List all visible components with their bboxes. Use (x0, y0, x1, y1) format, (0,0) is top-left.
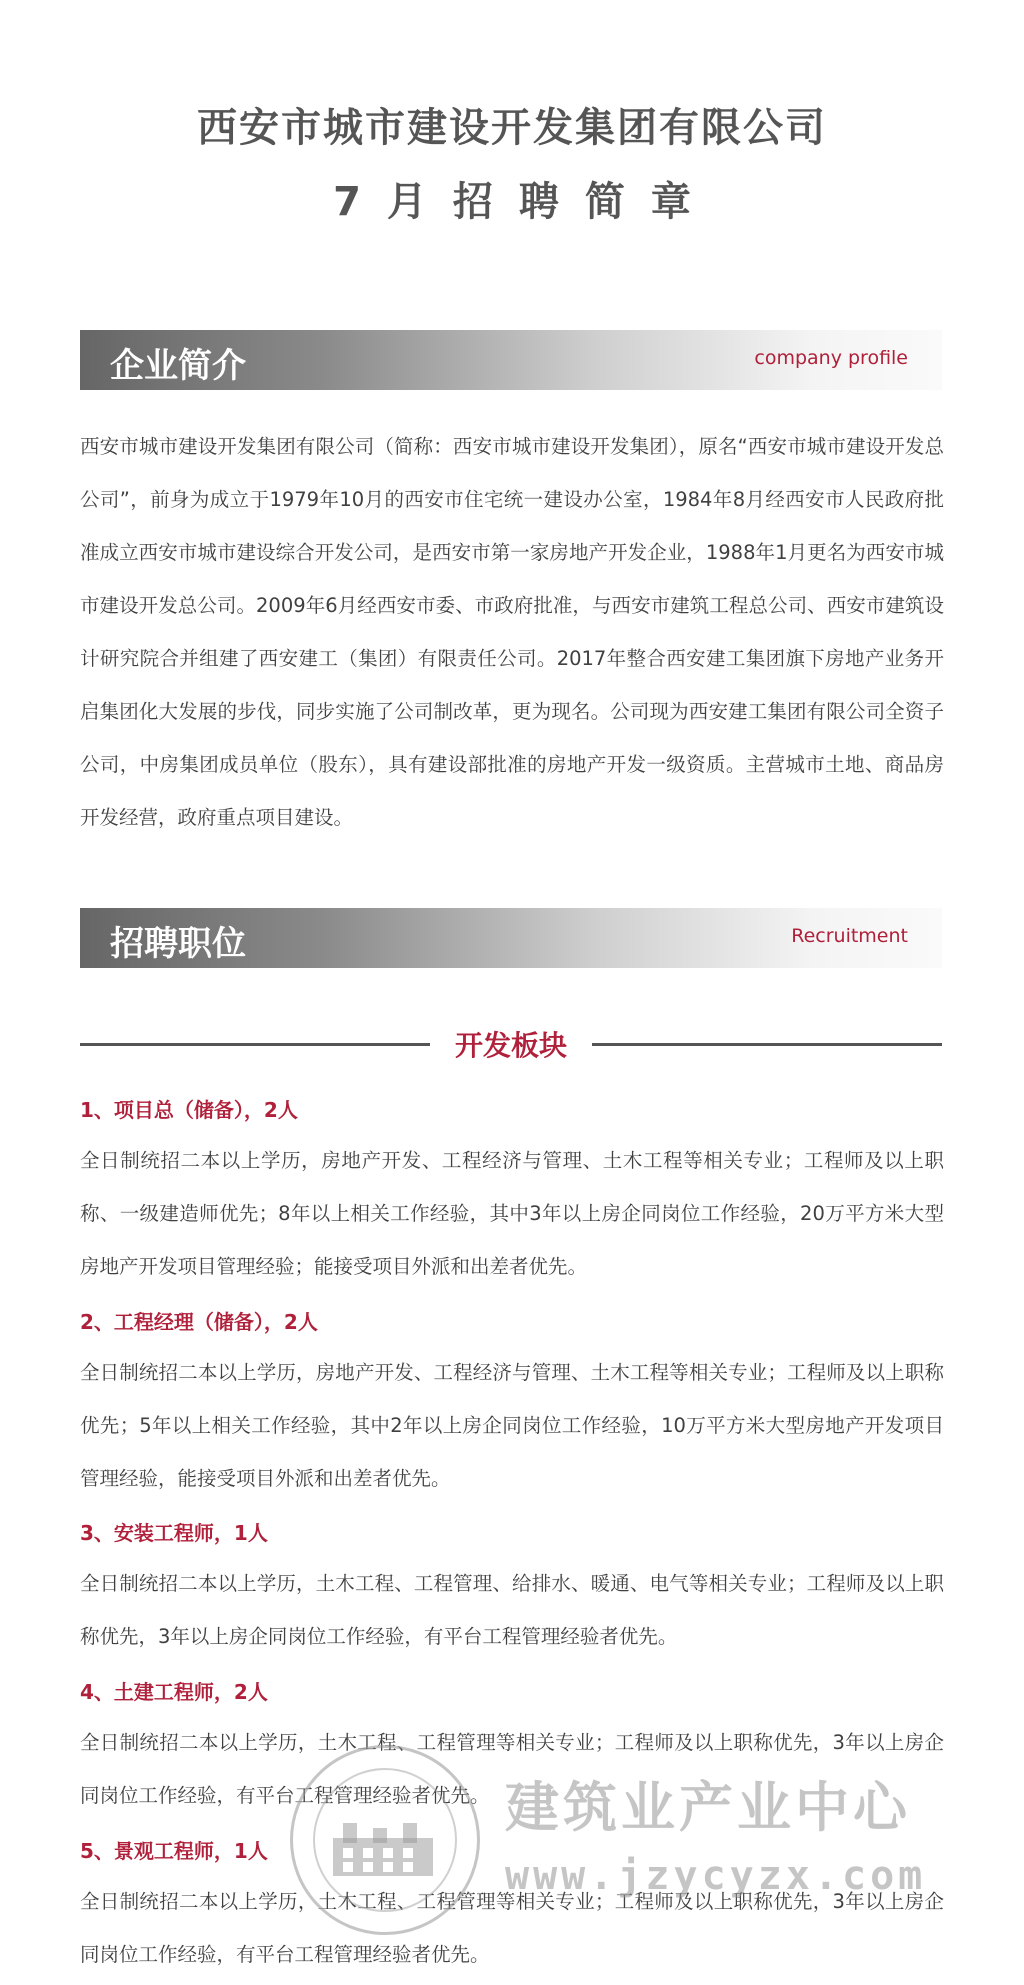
profile-banner-title: 企业简介 (110, 346, 246, 386)
job-description: 全日制统招二本以上学历，房地产开发、工程经济与管理、土木工程等相关专业；工程师及以上职称优先；5年以上相关工作经验，其中2年以上房企同岗位工作经验，10万平方米大型房地产开发项目管理经验，能接受项目外派和出差者优先。 (80, 1361, 944, 1490)
building-icon (328, 1818, 438, 1878)
recruitment-subtitle: 7月招聘简章 (333, 179, 717, 225)
job-title: 4、土建工程师，2人 (80, 1680, 268, 1704)
job-description: 全日制统招二本以上学历，土木工程、工程管理、给排水、暖通、电气等相关专业；工程师及以上职称优先，3年以上房企同岗位工作经验，有平台工程管理经验者优先。 (80, 1572, 944, 1648)
profile-banner (80, 330, 942, 390)
job-description: 全日制统招二本以上学历，土木工程、工程管理等相关专业；工程师及以上职称优先，3年以上房企同岗位工作经验，有平台工程管理经验者优先。 (80, 1731, 944, 1807)
division-title: 开发板块 (454, 1029, 567, 1062)
company-profile-text: 西安市城市建设开发集团有限公司（简称：西安市城市建设开发集团），原名“西安市城市建设开发总公司”，前身为成立于1979年10月的西安市住宅统一建设办公室，1984年8月经西安市人民政府批准成立西安市城市建设综合开发公司，是西安市第一家房地产开发企业，1988年1月更名为西安市城市建设开发总公司。2009年6月经西安市委、市政府批准，与西安市建筑工程总公司、西安市建筑设计研究院合并组建了西安建工（集团）有限责任公司。2017年整合西安建工集团旗下房地产业务开启集团化大发展的步伐，同步实施了公司制改革，更为现名。公司现为西安建工集团有限公司全资子公司，中房集团成员单位（股东），具有建设部批准的房地产开发一级资质。主营城市土地、商品房开发经营，政府重点项目建设。 (80, 435, 944, 829)
job-title: 1、项目总（储备），2人 (80, 1098, 298, 1122)
watermark-name: 建筑业产业中心 (505, 1776, 911, 1839)
job-title: 2、工程经理（储备），2人 (80, 1310, 318, 1334)
watermark-url: www.jzycyzx.com (505, 1853, 927, 1899)
job-title: 5、景观工程师，1人 (80, 1839, 268, 1863)
job-title: 3、安装工程师，1人 (80, 1521, 268, 1545)
job-description: 全日制统招二本以上学历，土木工程、工程管理等相关专业；工程师及以上职称优先，3年以上房企同岗位工作经验，有平台工程管理经验者优先。 (80, 1890, 944, 1966)
job-description: 全日制统招二本以上学历，房地产开发、工程经济与管理、土木工程等相关专业；工程师及以上职称、一级建造师优先；8年以上相关工作经验，其中3年以上房企同岗位工作经验，20万平方米大型房地产开发项目管理经验；能接受项目外派和出差者优先。 (80, 1149, 944, 1278)
divider-line-right (592, 1043, 942, 1046)
recruitment-banner-title: 招聘职位 (110, 924, 246, 964)
division-divider (80, 1022, 942, 1066)
profile-banner-en: company profile (754, 347, 908, 369)
recruitment-banner (80, 908, 942, 968)
company-title: 西安市城市建设开发集团有限公司 (197, 105, 827, 151)
recruitment-banner-en: Recruitment (791, 925, 908, 947)
